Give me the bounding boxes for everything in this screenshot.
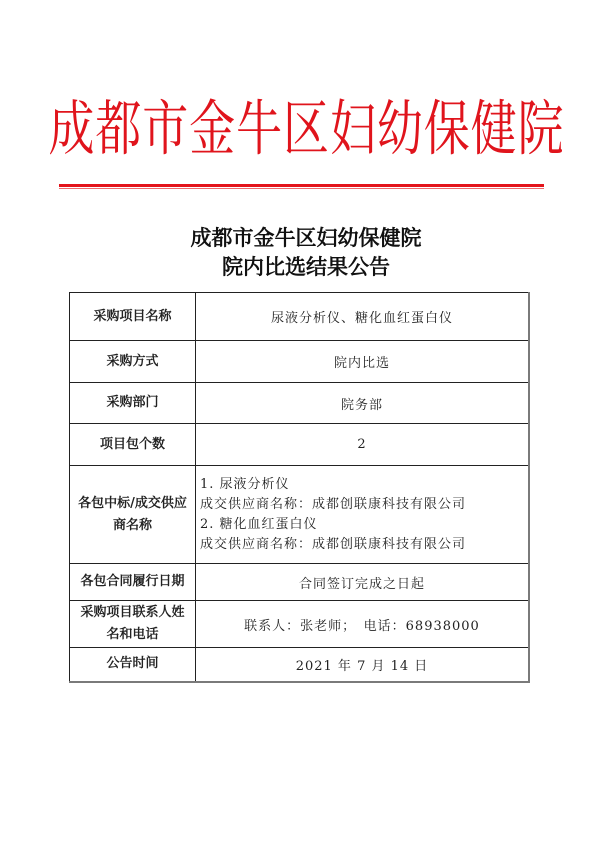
table-row-procurement-method	[70, 341, 530, 383]
package-2-name: 2. 糖化血红蛋白仪	[200, 516, 318, 532]
row-label-line1: 采购项目联系人姓	[80, 605, 185, 620]
table-row-project-name	[70, 293, 530, 341]
row-value: 2021 年 7 月 14 日	[196, 648, 530, 682]
letterhead-rule-thin	[59, 188, 544, 189]
table-row-contract-date	[70, 564, 530, 601]
row-label	[70, 601, 196, 648]
row-label: 采购项目名称	[70, 293, 196, 341]
table-row-winning-suppliers	[70, 466, 530, 564]
table-row-announcement-date	[70, 648, 530, 682]
table-row-department	[70, 383, 530, 424]
row-label-line2: 名和电话	[106, 627, 159, 642]
row-value: 2	[196, 424, 530, 466]
letterhead-organization: 成都市金牛区妇幼保健院	[47, 95, 565, 163]
row-value: 院务部	[196, 383, 530, 424]
document-title-line1: 成都市金牛区妇幼保健院	[190, 226, 422, 250]
row-value	[196, 466, 530, 564]
announcement-table	[69, 292, 530, 683]
row-label-line1: 各包中标/成交供应	[78, 495, 187, 511]
row-value: 院内比选	[196, 341, 530, 383]
row-value: 联系人：张老师； 电话：68938000	[196, 601, 530, 648]
row-label	[70, 466, 196, 564]
document-title-line2: 院内比选结果公告	[222, 255, 390, 279]
row-label: 公告时间	[70, 648, 196, 682]
package-1-supplier: 成交供应商名称：成都创联康科技有限公司	[200, 496, 467, 512]
letterhead-rule-thick	[59, 184, 544, 187]
row-label: 采购部门	[70, 383, 196, 424]
letterhead-title	[0, 96, 612, 162]
package-1-name: 1. 尿液分析仪	[200, 476, 290, 492]
row-label: 采购方式	[70, 341, 196, 383]
table-row-contact	[70, 601, 530, 648]
row-label: 项目包个数	[70, 424, 196, 466]
row-label: 各包合同履行日期	[70, 564, 196, 601]
package-2-supplier: 成交供应商名称：成都创联康科技有限公司	[200, 536, 467, 552]
row-value: 尿液分析仪、糖化血红蛋白仪	[196, 293, 530, 341]
table-row-package-count	[70, 424, 530, 466]
row-label-line2: 商名称	[112, 517, 152, 533]
row-value: 合同签订完成之日起	[196, 564, 530, 601]
